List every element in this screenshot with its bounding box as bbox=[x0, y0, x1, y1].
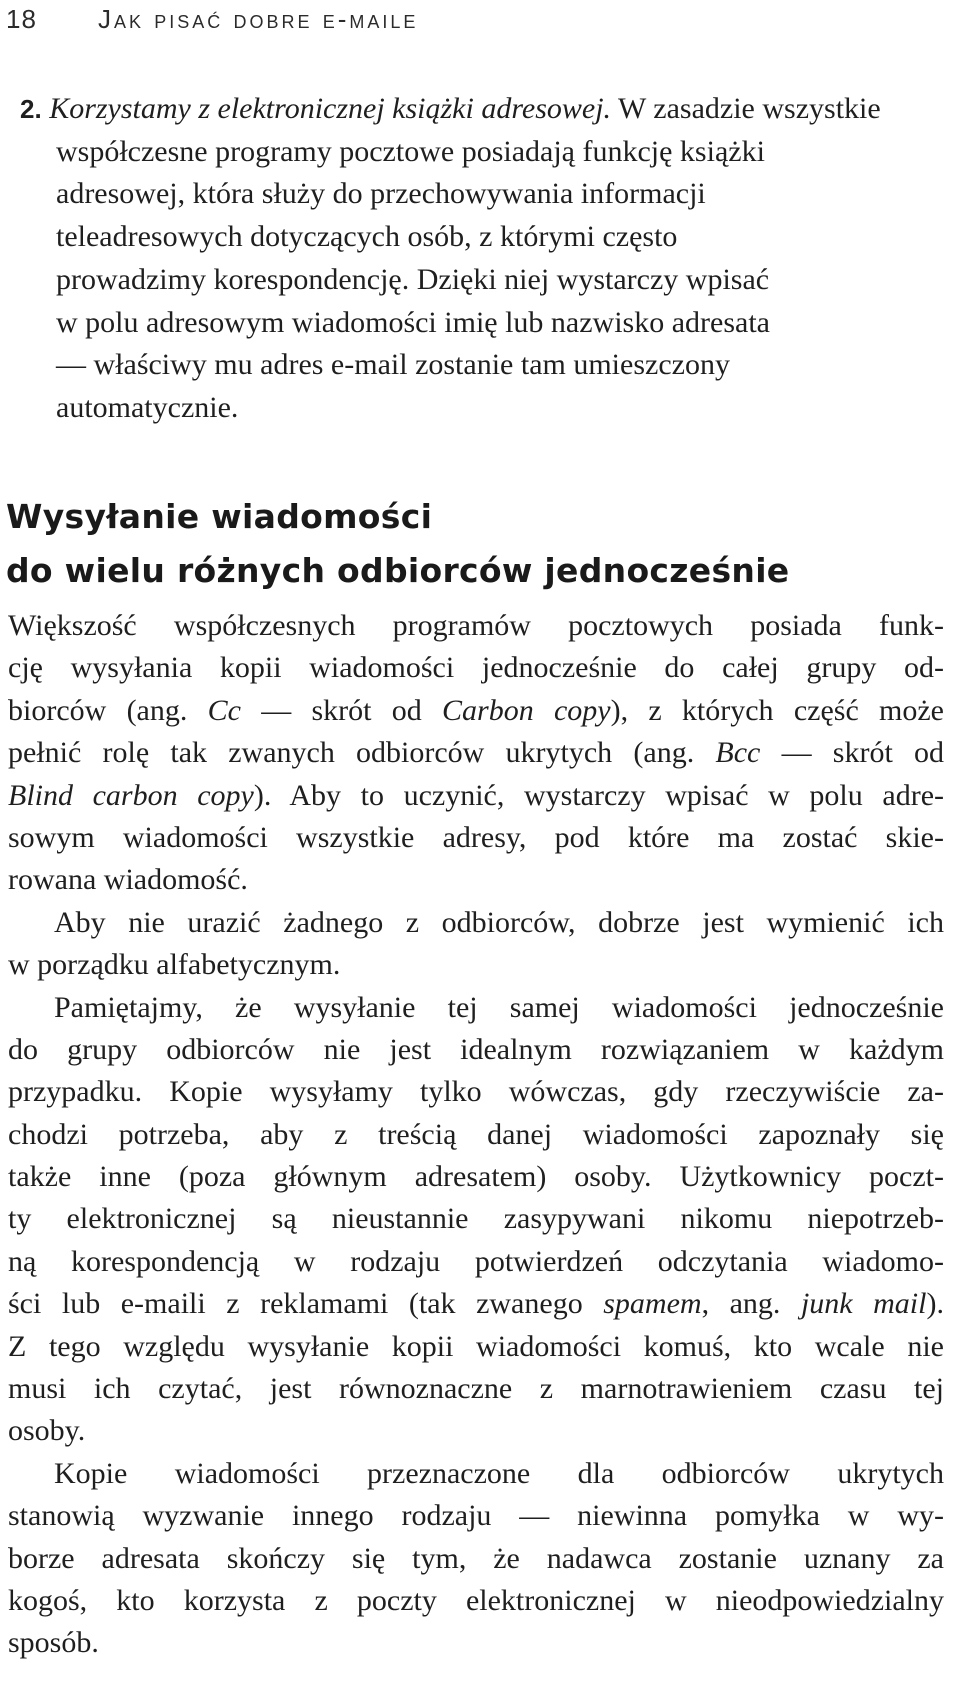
term-carbon-copy: Carbon copy bbox=[442, 693, 611, 727]
text-run: , ang. bbox=[701, 1287, 801, 1321]
list-line: prowadzimy korespondencję. Dzięki niej wystarczy wpisać bbox=[56, 262, 770, 296]
paragraph-line: musi ich czytać, jest równoznaczne z marnotrawieniem czasu tej bbox=[8, 1372, 944, 1406]
paragraph-line: przypadku. Kopie wysyłamy tylko wówczas, gdy rzeczywiście za- bbox=[8, 1075, 944, 1109]
paragraph-line: borze adresata skończy się tym, że nadawca zostanie uznany za bbox=[8, 1541, 944, 1575]
text-run: pełnić rolę tak zwanych odbiorców ukrytych (ang. bbox=[8, 736, 716, 770]
paragraph-line: kogoś, kto korzysta z poczty elektronicznej w nieodpowiedzialny bbox=[8, 1583, 944, 1617]
paragraph-line: sowym wiadomości wszystkie adresy, pod które ma zostać skie- bbox=[8, 820, 944, 854]
term-bcc: Bcc bbox=[715, 736, 761, 770]
list-line: teleadresowych dotyczących osób, z którymi często bbox=[56, 220, 678, 254]
paragraph-line: Kopie wiadomości przeznaczone dla odbiorców ukrytych bbox=[54, 1456, 944, 1490]
paragraph-line: ty elektronicznej są nieustannie zasypywani nikomu niepotrzeb- bbox=[8, 1202, 944, 1236]
paragraph-line: do grupy odbiorców nie jest idealnym rozwiązaniem w każdym bbox=[8, 1032, 944, 1066]
text-run: ), z których część może bbox=[610, 693, 944, 727]
list-line: w polu adresowym wiadomości imię lub nazwisko adresata bbox=[56, 305, 770, 339]
paragraph-line bbox=[8, 732, 944, 774]
numbered-list-item bbox=[14, 88, 944, 430]
paragraph-line: Z tego względu wysyłanie kopii wiadomości komuś, kto wcale nie bbox=[8, 1329, 944, 1363]
text-run: ). bbox=[926, 1287, 944, 1321]
paragraph-line: Większość współczesnych programów pocztowych posiada funk- bbox=[8, 609, 944, 642]
paragraph-line: także inne (poza głównym adresatem) osoby. Użytkownicy poczt- bbox=[8, 1160, 944, 1194]
list-line: — właściwy mu adres e-mail zostanie tam umieszczony bbox=[56, 348, 730, 382]
list-line bbox=[14, 88, 944, 131]
text-run: biorców (ang. bbox=[8, 693, 208, 727]
paragraph-line bbox=[8, 775, 944, 817]
running-head bbox=[6, 4, 418, 38]
paragraph-line bbox=[8, 1283, 944, 1325]
list-line: współczesne programy pocztowe posiadają funkcję książki bbox=[56, 134, 765, 168]
paragraph-line bbox=[8, 690, 944, 732]
page-number: 18 bbox=[6, 4, 37, 34]
paragraph-line: rowana wiadomość. bbox=[8, 863, 248, 897]
term-cc: Cc bbox=[207, 693, 241, 727]
heading-line-2: do wielu różnych odbiorców jednocześnie bbox=[6, 551, 790, 590]
paragraph-line: sposób. bbox=[8, 1626, 99, 1660]
list-line: automatycznie. bbox=[56, 390, 239, 424]
text-run: — skrót od bbox=[760, 736, 944, 770]
term-junk-mail: junk mail bbox=[800, 1287, 927, 1321]
paragraph-line: Aby nie urazić żadnego z odbiorców, dobrze jest wymienić ich bbox=[54, 905, 944, 939]
book-title: Jak pisać dobre e-maile bbox=[98, 4, 419, 34]
text-run: ). Aby to uczynić, wystarczy wpisać w polu adre- bbox=[253, 778, 944, 812]
paragraph-line: Pamiętajmy, że wysyłanie tej samej wiadomości jednocześnie bbox=[54, 990, 944, 1024]
paragraph-line: stanowią wyzwanie innego rodzaju — niewinna pomyłka w wy- bbox=[8, 1499, 944, 1533]
paragraph-line: ną korespondencją w rodzaju potwierdzeń odczytania wiadomo- bbox=[8, 1244, 944, 1278]
text-run: — skrót od bbox=[240, 693, 443, 727]
paragraph-line: osoby. bbox=[8, 1414, 86, 1448]
section-heading bbox=[6, 490, 946, 598]
list-text: W zasadzie wszystkie bbox=[611, 92, 881, 125]
paragraph-line: w porządku alfabetycznym. bbox=[8, 948, 341, 982]
text-run: ści lub e-maili z reklamami (tak zwanego bbox=[8, 1287, 604, 1321]
paragraph-line: chodzi potrzeba, aby z treścią danej wiadomości zapoznały się bbox=[8, 1117, 944, 1151]
term-spamem: spamem bbox=[603, 1287, 702, 1321]
term-blind-carbon-copy: Blind carbon copy bbox=[8, 778, 254, 812]
list-line: adresowej, która służy do przechowywania informacji bbox=[56, 177, 706, 211]
list-marker: 2. bbox=[20, 94, 42, 124]
body-text bbox=[8, 605, 944, 1665]
paragraph-line: cję wysyłania kopii wiadomości jednocześnie do całej grupy od- bbox=[8, 651, 944, 685]
heading-line-1: Wysyłanie wiadomości bbox=[6, 497, 433, 536]
list-lead: Korzystamy z elektronicznej książki adresowej. bbox=[49, 92, 612, 125]
